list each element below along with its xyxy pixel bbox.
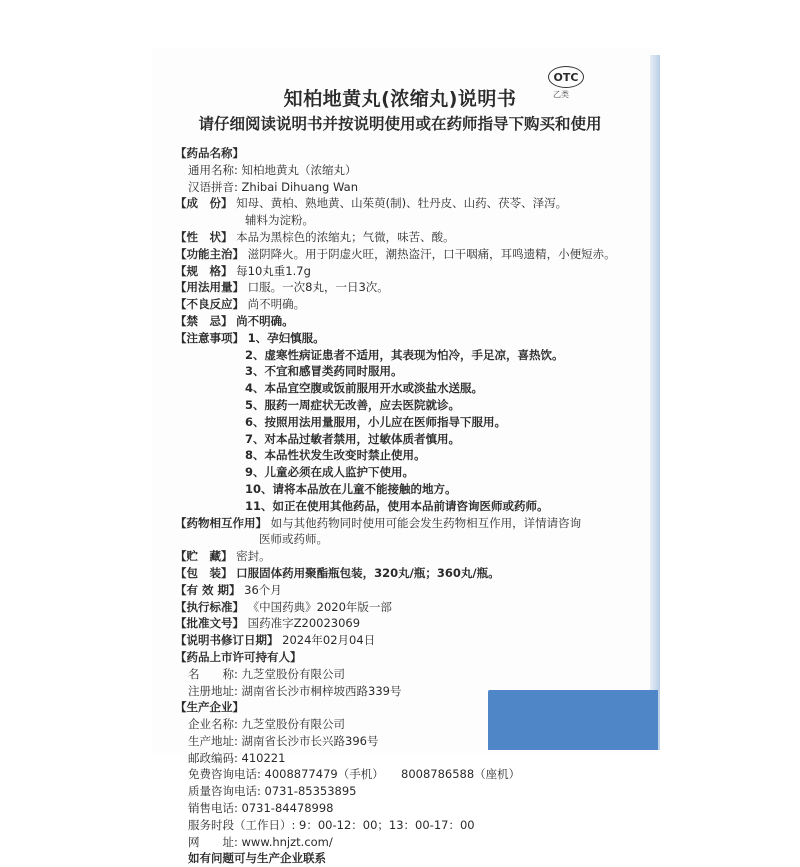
adverse-value: 尚不明确。 bbox=[247, 297, 306, 312]
precautions-label: 【注意事项】 bbox=[175, 330, 244, 345]
contra-value: 尚不明确。 bbox=[236, 313, 294, 328]
interaction-value: 如与其他药物同时使用可能会发生药物相互作用，详情请咨询 bbox=[270, 515, 582, 530]
holder-header: 【药品上市许可持有人】 bbox=[175, 649, 302, 664]
spec-row bbox=[175, 263, 645, 280]
free-hotline-row bbox=[175, 766, 645, 783]
free-hotline-landline: 8008786588（座机） bbox=[401, 767, 521, 782]
service-hours-value: 9：00-12：00；13：00-17：00 bbox=[299, 817, 475, 832]
interaction-row bbox=[175, 515, 645, 532]
manufacturer-address-row bbox=[175, 733, 645, 750]
service-hours-label: 服务时段（工作日）: bbox=[188, 817, 296, 832]
manufacturer-name-label: 企业名称: bbox=[188, 717, 238, 732]
package-value: 口服固体药用聚酯瓶包装，320丸/瓶；360丸/瓶。 bbox=[236, 565, 500, 580]
package-label: 【包 装】 bbox=[175, 565, 233, 580]
pinyin-value: Zhibai Dihuang Wan bbox=[241, 179, 358, 194]
precaution-item: 6、按照用法用量服用，小儿应在医师指导下服用。 bbox=[245, 414, 506, 429]
package-row bbox=[175, 565, 645, 582]
holder-name-label: 名 称: bbox=[188, 666, 238, 681]
holder-address-value: 湖南省长沙市桐梓坡西路339号 bbox=[241, 683, 402, 698]
ingredients-label: 【成 份】 bbox=[175, 196, 233, 211]
dosage-row bbox=[175, 279, 645, 296]
free-hotline-label: 免费咨询电话: bbox=[188, 767, 261, 782]
approval-row bbox=[175, 615, 645, 632]
footer-note: 如有问题可与生产企业联系 bbox=[188, 851, 326, 866]
contra-row bbox=[175, 313, 645, 330]
revision-row bbox=[175, 632, 645, 649]
storage-label: 【贮 藏】 bbox=[175, 549, 233, 564]
standard-value: 《中国药典》2020年版一部 bbox=[247, 599, 392, 614]
free-hotline-mobile: 4008877479（手机） bbox=[264, 767, 384, 782]
ingredients-value-2: 辅料为淀粉。 bbox=[245, 213, 314, 228]
drug-name-header: 【药品名称】 bbox=[175, 146, 244, 160]
manufacturer-name-value: 九芝堂股份有限公司 bbox=[241, 717, 346, 732]
dosage-label: 【用法用量】 bbox=[175, 280, 244, 295]
validity-value: 36个月 bbox=[244, 582, 282, 597]
generic-name-value: 知柏地黄丸（浓缩丸） bbox=[241, 162, 357, 177]
website-label: 网 址: bbox=[188, 834, 238, 849]
appearance-row bbox=[175, 229, 645, 246]
website-row bbox=[175, 834, 645, 851]
revision-label: 【说明书修订日期】 bbox=[175, 633, 279, 648]
leaflet-content bbox=[175, 145, 645, 867]
revision-value: 2024年02月04日 bbox=[282, 633, 376, 648]
precaution-item: 10、请将本品放在儿童不能接触的地方。 bbox=[245, 481, 457, 496]
zip-value: 410221 bbox=[241, 750, 286, 765]
indication-row bbox=[175, 246, 645, 263]
holder-address-row bbox=[175, 683, 645, 700]
quality-hotline-value: 0731-85353895 bbox=[264, 784, 357, 799]
document-title: 知柏地黄丸(浓缩丸)说明书 bbox=[283, 88, 517, 110]
standard-row bbox=[175, 599, 645, 616]
document-subtitle: 请仔细阅读说明书并按说明使用或在药师指导下购买和使用 bbox=[198, 115, 602, 133]
indication-value: 滋阴降火。用于阴虚火旺，潮热盗汗，口干咽痛，耳鸣遗精，小便短赤。 bbox=[247, 246, 616, 261]
interaction-label: 【药物相互作用】 bbox=[175, 515, 267, 530]
precaution-item: 8、本品性状发生改变时禁止使用。 bbox=[245, 448, 426, 463]
precaution-item: 4、本品宜空腹或饭前服用开水或淡盐水送服。 bbox=[245, 381, 483, 396]
holder-address-label: 注册地址: bbox=[188, 683, 238, 698]
otc-class-label: 乙类 bbox=[553, 90, 569, 99]
approval-value: 国药准字Z20023069 bbox=[247, 616, 361, 631]
approval-label: 【批准文号】 bbox=[175, 616, 244, 631]
precaution-item: 1、孕妇慎服。 bbox=[247, 330, 325, 345]
spec-label: 【规 格】 bbox=[175, 263, 233, 278]
manufacturer-address-value: 湖南省长沙市长兴路396号 bbox=[241, 733, 379, 748]
zip-label: 邮政编码: bbox=[188, 750, 238, 765]
otc-badge: OTC bbox=[548, 66, 584, 88]
generic-name-label: 通用名称: bbox=[188, 162, 238, 177]
appearance-label: 【性 状】 bbox=[175, 229, 233, 244]
precaution-item: 2、虚寒性病证患者不适用，其表现为怕冷，手足凉，喜热饮。 bbox=[245, 347, 564, 362]
manufacturer-name-row bbox=[175, 716, 645, 733]
adverse-label: 【不良反应】 bbox=[175, 297, 244, 312]
manufacturer-address-label: 生产地址: bbox=[188, 733, 238, 748]
indication-label: 【功能主治】 bbox=[175, 246, 244, 261]
quality-hotline-label: 质量咨询电话: bbox=[188, 784, 261, 799]
service-hours-row bbox=[175, 817, 645, 834]
precaution-item: 7、对本品过敏者禁用，过敏体质者慎用。 bbox=[245, 431, 460, 446]
sales-phone-label: 销售电话: bbox=[188, 801, 238, 816]
storage-row bbox=[175, 548, 645, 565]
precaution-item: 11、如正在使用其他药品，使用本品前请咨询医师或药师。 bbox=[245, 498, 549, 513]
storage-value: 密封。 bbox=[236, 549, 271, 564]
sales-phone-row bbox=[175, 800, 645, 817]
manufacturer-header: 【生产企业】 bbox=[175, 700, 244, 715]
sales-phone-value: 0731-84478998 bbox=[241, 801, 334, 816]
validity-label: 【有 效 期】 bbox=[175, 582, 241, 597]
appearance-value: 本品为黑棕色的浓缩丸；气微，味苦、酸。 bbox=[236, 229, 455, 244]
dosage-value: 口服。一次8丸，一日3次。 bbox=[247, 280, 389, 295]
ingredients-value: 知母、黄柏、熟地黄、山茱萸(制)、牡丹皮、山药、茯苓、泽泻。 bbox=[236, 196, 568, 211]
pinyin-row bbox=[175, 179, 645, 196]
generic-name-row bbox=[175, 162, 645, 179]
leaflet-edge bbox=[650, 55, 660, 750]
precautions-row bbox=[175, 330, 645, 347]
precaution-item: 5、服药一周症状无改善，应去医院就诊。 bbox=[245, 397, 460, 412]
ingredients-row bbox=[175, 195, 645, 212]
holder-name-value: 九芝堂股份有限公司 bbox=[241, 666, 346, 681]
interaction-value-2: 医师或药师。 bbox=[259, 532, 328, 547]
contra-label: 【禁 忌】 bbox=[175, 313, 233, 328]
standard-label: 【执行标准】 bbox=[175, 599, 244, 614]
precaution-item: 3、不宜和感冒类药同时服用。 bbox=[245, 364, 403, 379]
precaution-item: 9、儿童必须在成人监护下使用。 bbox=[245, 465, 414, 480]
zip-row bbox=[175, 750, 645, 767]
quality-hotline-row bbox=[175, 783, 645, 800]
holder-name-row bbox=[175, 666, 645, 683]
pinyin-label: 汉语拼音: bbox=[188, 179, 238, 194]
validity-row bbox=[175, 582, 645, 599]
website-value: www.hnjzt.com/ bbox=[241, 834, 333, 849]
spec-value: 每10丸重1.7g bbox=[236, 263, 311, 278]
adverse-row bbox=[175, 296, 645, 313]
